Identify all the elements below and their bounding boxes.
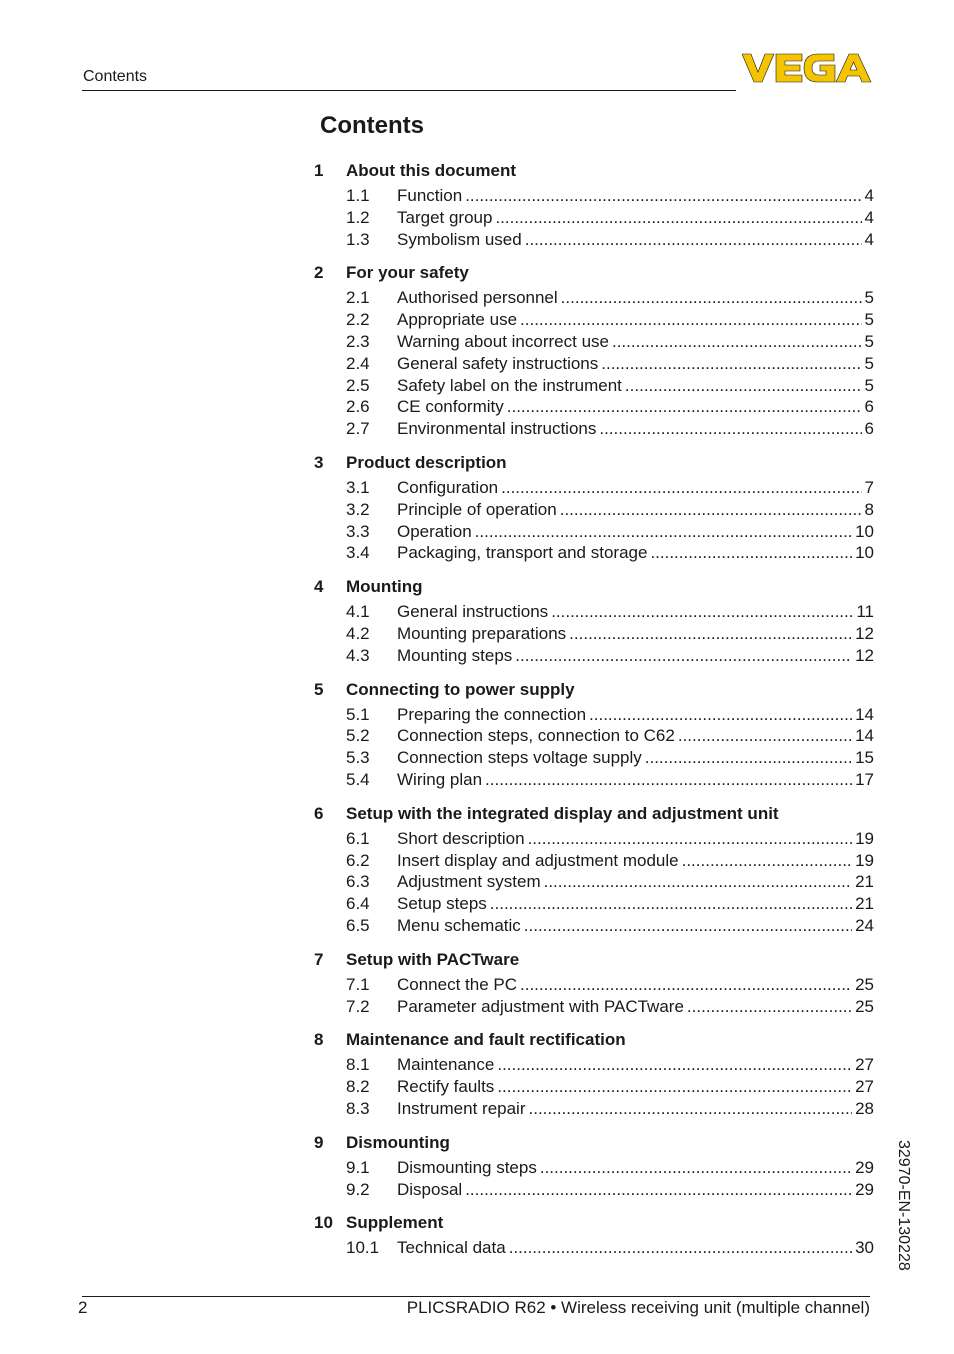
entry-title: Principle of operation bbox=[397, 499, 557, 519]
section-number: 4 bbox=[314, 577, 324, 597]
toc-entry[interactable] bbox=[314, 542, 874, 564]
toc-section bbox=[314, 1029, 874, 1119]
footer-rule bbox=[82, 1296, 870, 1297]
entry-title: Mounting steps bbox=[397, 645, 513, 665]
dot-leader bbox=[678, 725, 852, 747]
entry-title: Safety label on the instrument bbox=[397, 375, 622, 395]
entry-page-number: 10 bbox=[855, 521, 874, 541]
entry-title: Adjustment system bbox=[397, 872, 541, 892]
entry-number: 1.3 bbox=[346, 229, 370, 249]
toc-entry[interactable] bbox=[314, 375, 874, 397]
section-title: Dismounting bbox=[346, 1132, 450, 1152]
entry-number: 2.3 bbox=[346, 331, 370, 351]
section-title: Supplement bbox=[346, 1213, 444, 1233]
dot-leader bbox=[589, 704, 852, 726]
dot-leader bbox=[525, 229, 862, 251]
section-number: 6 bbox=[314, 803, 324, 823]
dot-leader bbox=[687, 996, 852, 1018]
toc-entry[interactable] bbox=[314, 769, 874, 791]
toc-entry[interactable] bbox=[314, 477, 874, 499]
toc-section-heading[interactable] bbox=[314, 803, 874, 825]
section-number: 1 bbox=[314, 161, 324, 180]
section-number: 3 bbox=[314, 452, 324, 472]
section-number: 7 bbox=[314, 949, 324, 969]
entry-title: Rectify faults bbox=[397, 1077, 495, 1097]
entry-page-number: 5 bbox=[864, 353, 874, 373]
section-title: Mounting bbox=[346, 577, 423, 597]
toc-entry[interactable] bbox=[314, 974, 874, 996]
toc-entry[interactable] bbox=[314, 828, 874, 850]
dot-leader bbox=[529, 1098, 853, 1120]
dot-leader bbox=[475, 521, 852, 543]
section-number: 9 bbox=[314, 1132, 324, 1152]
section-number: 2 bbox=[314, 263, 324, 283]
entry-page-number: 19 bbox=[855, 828, 874, 848]
toc-entry[interactable] bbox=[314, 1054, 874, 1076]
dot-leader bbox=[540, 1157, 852, 1179]
section-number: 10 bbox=[314, 1213, 333, 1233]
entry-title: Technical data bbox=[397, 1238, 506, 1258]
toc-entry[interactable] bbox=[314, 996, 874, 1018]
toc-section bbox=[314, 576, 874, 666]
toc-entry[interactable] bbox=[314, 623, 874, 645]
entry-page-number: 17 bbox=[855, 769, 874, 789]
toc-entry[interactable] bbox=[314, 1179, 874, 1201]
dot-leader bbox=[507, 396, 862, 418]
section-title: Setup with the integrated display and adjustment unit bbox=[346, 803, 779, 823]
toc-entry[interactable] bbox=[314, 418, 874, 440]
entry-number: 1.1 bbox=[346, 186, 370, 205]
running-header: Contents bbox=[83, 68, 148, 85]
entry-title: Short description bbox=[397, 828, 525, 848]
entry-number: 8.3 bbox=[346, 1098, 370, 1118]
entry-title: Parameter adjustment with PACTware bbox=[397, 996, 684, 1016]
entry-page-number: 29 bbox=[855, 1157, 874, 1177]
entry-page-number: 24 bbox=[855, 915, 874, 935]
toc-section-heading[interactable] bbox=[314, 1132, 874, 1154]
entry-number: 7.1 bbox=[346, 974, 370, 994]
entry-number: 3.3 bbox=[346, 521, 370, 541]
header-rule bbox=[82, 90, 736, 91]
entry-title: Symbolism used bbox=[397, 229, 522, 249]
entry-number: 4.3 bbox=[346, 645, 370, 665]
dot-leader bbox=[612, 331, 862, 353]
entry-number: 5.3 bbox=[346, 748, 370, 768]
entry-number: 2.1 bbox=[346, 288, 370, 308]
entry-page-number: 7 bbox=[864, 477, 874, 497]
dot-leader bbox=[528, 828, 853, 850]
dot-leader bbox=[650, 542, 852, 564]
dot-leader bbox=[490, 893, 852, 915]
toc-entry[interactable] bbox=[314, 1237, 874, 1259]
entry-page-number: 14 bbox=[855, 726, 874, 746]
toc-entry[interactable] bbox=[314, 287, 874, 309]
page-title: Contents bbox=[320, 112, 424, 139]
toc-entry[interactable] bbox=[314, 704, 874, 726]
entry-page-number: 21 bbox=[855, 872, 874, 892]
toc-entry[interactable] bbox=[314, 601, 874, 623]
dot-leader bbox=[682, 850, 852, 872]
toc-entry[interactable] bbox=[314, 871, 874, 893]
footer-page-number: 2 bbox=[78, 1298, 88, 1317]
section-title: Product description bbox=[346, 452, 507, 472]
toc-entry[interactable] bbox=[314, 1098, 874, 1120]
toc-entry[interactable] bbox=[314, 1076, 874, 1098]
toc-entry[interactable] bbox=[314, 893, 874, 915]
entry-page-number: 25 bbox=[855, 996, 874, 1016]
dot-leader bbox=[520, 309, 862, 331]
entry-page-number: 12 bbox=[855, 645, 874, 665]
entry-number: 2.4 bbox=[346, 353, 370, 373]
dot-leader bbox=[485, 769, 852, 791]
entry-number: 3.1 bbox=[346, 477, 370, 497]
toc-section bbox=[314, 160, 874, 250]
toc-entry[interactable] bbox=[314, 1157, 874, 1179]
entry-number: 9.2 bbox=[346, 1179, 370, 1199]
toc-section-heading[interactable] bbox=[314, 160, 874, 182]
entry-title: Configuration bbox=[397, 477, 499, 497]
entry-number: 3.2 bbox=[346, 499, 370, 519]
entry-page-number: 4 bbox=[864, 186, 874, 205]
entry-title: Setup steps bbox=[397, 894, 487, 914]
section-title: Maintenance and fault rectification bbox=[346, 1030, 626, 1050]
toc-section-heading[interactable] bbox=[314, 452, 874, 474]
entry-page-number: 8 bbox=[864, 499, 874, 519]
dot-leader bbox=[560, 499, 862, 521]
section-title: For your safety bbox=[346, 263, 469, 283]
toc-entry[interactable] bbox=[314, 747, 874, 769]
entry-number: 6.4 bbox=[346, 894, 370, 914]
entry-number: 8.1 bbox=[346, 1055, 370, 1075]
entry-number: 6.5 bbox=[346, 915, 370, 935]
toc-entry[interactable] bbox=[314, 725, 874, 747]
entry-page-number: 12 bbox=[855, 623, 874, 643]
toc-section-heading[interactable] bbox=[314, 1212, 874, 1234]
toc-entry[interactable] bbox=[314, 915, 874, 937]
entry-number: 2.7 bbox=[346, 419, 370, 439]
entry-title: General instructions bbox=[397, 602, 549, 622]
toc-section bbox=[314, 949, 874, 1018]
entry-number: 5.2 bbox=[346, 726, 370, 746]
dot-leader bbox=[625, 375, 862, 397]
entry-title: Connection steps voltage supply bbox=[397, 748, 642, 768]
entry-page-number: 4 bbox=[864, 207, 874, 227]
entry-page-number: 14 bbox=[855, 704, 874, 724]
entry-title: Function bbox=[397, 186, 463, 205]
entry-title: Appropriate use bbox=[397, 310, 518, 330]
toc-section-heading[interactable] bbox=[314, 576, 874, 598]
entry-page-number: 5 bbox=[864, 331, 874, 351]
dot-leader bbox=[645, 747, 852, 769]
section-title: Setup with PACTware bbox=[346, 949, 520, 969]
toc-section bbox=[314, 1132, 874, 1201]
document-id: 32970-EN-130228 bbox=[895, 1140, 912, 1271]
section-title: Connecting to power supply bbox=[346, 679, 575, 699]
entry-title: Disposal bbox=[397, 1179, 463, 1199]
entry-page-number: 6 bbox=[864, 397, 874, 417]
entry-title: Connect the PC bbox=[397, 974, 518, 994]
entry-page-number: 5 bbox=[864, 375, 874, 395]
toc-section bbox=[314, 262, 874, 440]
section-title: About this document bbox=[346, 161, 516, 180]
toc-entry[interactable] bbox=[314, 207, 874, 229]
entry-number: 4.2 bbox=[346, 623, 370, 643]
entry-title: Maintenance bbox=[397, 1055, 495, 1075]
toc-section bbox=[314, 1212, 874, 1259]
toc-entry[interactable] bbox=[314, 353, 874, 375]
dot-leader bbox=[509, 1237, 852, 1259]
toc-section bbox=[314, 803, 874, 937]
entry-page-number: 27 bbox=[855, 1077, 874, 1097]
entry-page-number: 15 bbox=[855, 748, 874, 768]
dot-leader bbox=[497, 1076, 852, 1098]
dot-leader bbox=[465, 1179, 852, 1201]
toc-section bbox=[314, 679, 874, 791]
toc-section-heading[interactable] bbox=[314, 262, 874, 284]
dot-leader bbox=[495, 207, 861, 229]
entry-number: 8.2 bbox=[346, 1077, 370, 1097]
entry-title: Warning about incorrect use bbox=[397, 331, 609, 351]
toc-entry[interactable] bbox=[314, 521, 874, 543]
toc-entry[interactable] bbox=[314, 309, 874, 331]
dot-leader bbox=[599, 418, 861, 440]
entry-number: 10.1 bbox=[346, 1238, 380, 1258]
toc-section-heading[interactable] bbox=[314, 679, 874, 701]
entry-number: 6.3 bbox=[346, 872, 370, 892]
entry-number: 4.1 bbox=[346, 602, 370, 622]
footer-document-title: PLICSRADIO R62 • Wireless receiving unit (multiple channel) bbox=[406, 1298, 870, 1317]
entry-number: 5.1 bbox=[346, 704, 370, 724]
entry-title: General safety instructions bbox=[397, 353, 599, 373]
entry-number: 2.5 bbox=[346, 375, 370, 395]
entry-page-number: 25 bbox=[855, 974, 874, 994]
entry-title: Menu schematic bbox=[397, 915, 521, 935]
dot-leader bbox=[561, 287, 862, 309]
entry-title: Authorised personnel bbox=[397, 288, 558, 308]
entry-title: Insert display and adjustment module bbox=[397, 850, 679, 870]
dot-leader bbox=[601, 353, 861, 375]
entry-number: 6.1 bbox=[346, 828, 370, 848]
entry-number: 2.2 bbox=[346, 310, 370, 330]
entry-page-number: 10 bbox=[855, 543, 874, 563]
entry-page-number: 30 bbox=[855, 1238, 874, 1258]
dot-leader bbox=[501, 477, 861, 499]
dot-leader bbox=[544, 871, 852, 893]
entry-title: CE conformity bbox=[397, 397, 504, 417]
entry-title: Packaging, transport and storage bbox=[397, 543, 648, 563]
toc-entry[interactable] bbox=[314, 850, 874, 872]
toc-section bbox=[314, 452, 874, 564]
toc-entry[interactable] bbox=[314, 645, 874, 667]
table-of-contents bbox=[314, 160, 874, 1271]
entry-page-number: 28 bbox=[855, 1098, 874, 1118]
entry-title: Connection steps, connection to C62 bbox=[397, 726, 675, 746]
entry-page-number: 19 bbox=[855, 850, 874, 870]
entry-title: Environmental instructions bbox=[397, 419, 597, 439]
toc-entry[interactable] bbox=[314, 331, 874, 353]
toc-entry[interactable] bbox=[314, 229, 874, 251]
entry-title: Wiring plan bbox=[397, 769, 483, 789]
section-number: 8 bbox=[314, 1030, 324, 1050]
vega-logo bbox=[742, 52, 872, 84]
entry-number: 6.2 bbox=[346, 850, 370, 870]
section-number: 5 bbox=[314, 679, 324, 699]
toc-section-heading[interactable] bbox=[314, 1029, 874, 1051]
toc-entry[interactable] bbox=[314, 185, 874, 207]
dot-leader bbox=[520, 974, 852, 996]
entry-page-number: 5 bbox=[864, 288, 874, 308]
entry-page-number: 5 bbox=[864, 310, 874, 330]
entry-number: 3.4 bbox=[346, 543, 370, 563]
dot-leader bbox=[465, 185, 861, 207]
entry-number: 9.1 bbox=[346, 1157, 370, 1177]
entry-page-number: 6 bbox=[864, 419, 874, 439]
dot-leader bbox=[515, 645, 852, 667]
dot-leader bbox=[569, 623, 852, 645]
dot-leader bbox=[524, 915, 852, 937]
entry-page-number: 11 bbox=[856, 602, 874, 622]
dot-leader bbox=[551, 601, 853, 623]
entry-number: 1.2 bbox=[346, 207, 370, 227]
entry-number: 2.6 bbox=[346, 397, 370, 417]
dot-leader bbox=[497, 1054, 852, 1076]
entry-title: Preparing the connection bbox=[397, 704, 587, 724]
entry-page-number: 21 bbox=[855, 894, 874, 914]
entry-title: Dismounting steps bbox=[397, 1157, 537, 1177]
toc-section-heading[interactable] bbox=[314, 949, 874, 971]
entry-page-number: 27 bbox=[855, 1055, 874, 1075]
entry-page-number: 29 bbox=[855, 1179, 874, 1199]
entry-title: Target group bbox=[397, 207, 493, 227]
entry-title: Operation bbox=[397, 521, 472, 541]
entry-page-number: 4 bbox=[864, 229, 874, 249]
toc-entry[interactable] bbox=[314, 396, 874, 418]
entry-title: Mounting preparations bbox=[397, 623, 567, 643]
entry-number: 7.2 bbox=[346, 996, 370, 1016]
toc-entry[interactable] bbox=[314, 499, 874, 521]
entry-number: 5.4 bbox=[346, 769, 370, 789]
entry-title: Instrument repair bbox=[397, 1098, 526, 1118]
